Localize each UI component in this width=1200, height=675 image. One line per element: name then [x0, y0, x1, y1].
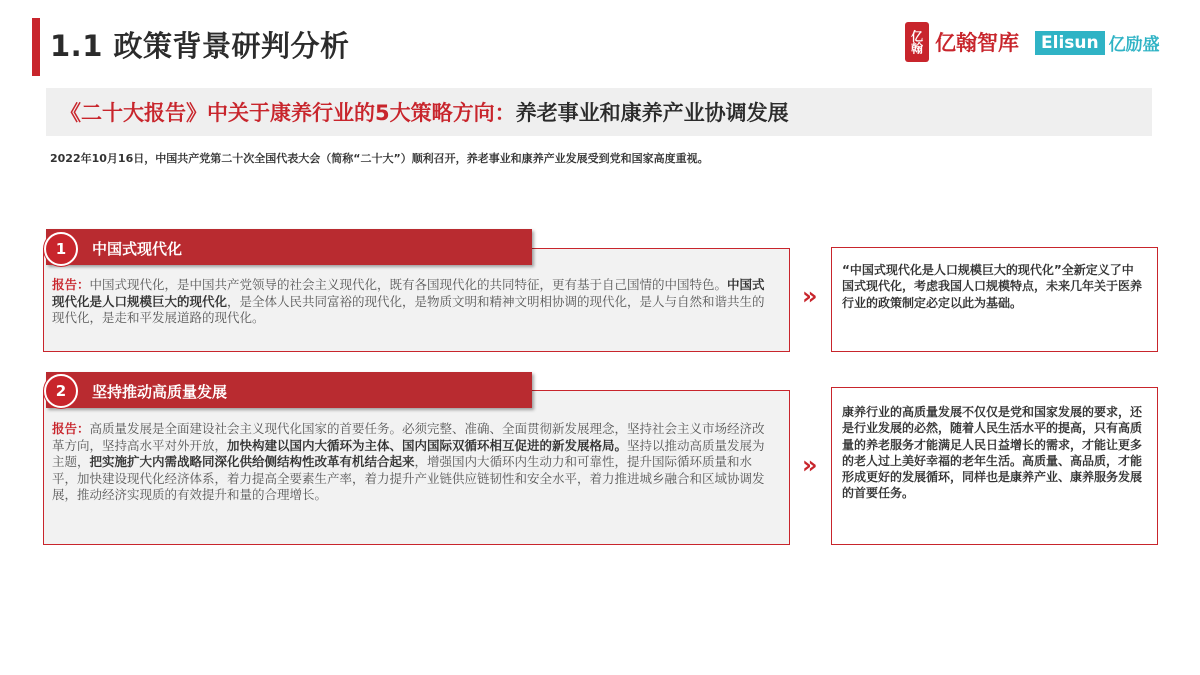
yihan-logo [905, 22, 1019, 62]
double-chevron-right-icon: » [802, 451, 818, 479]
section-2-number-badge: 2 [44, 374, 78, 408]
section-heading-red: 《二十大报告》中关于康养行业的5大策略方向： [60, 101, 516, 125]
section-2-body [52, 421, 777, 504]
section-1-title: 中国式现代化 [92, 240, 183, 258]
section-heading-dark: 养老事业和康养产业协调发展 [515, 101, 789, 125]
section-1-tag [46, 229, 532, 265]
section-2-text-1: 高质量发展是全面建设社会主义现代化国家的首要任务。必须完整、准确、全面贯彻新发展理念，坚持社会主义市场经济改革方向，坚持高水平对外开放， [52, 421, 765, 453]
section-2-bold-1: 加快构建以国内大循环为主体、国内国际双循环相互促进的新发展格局。 [227, 437, 628, 453]
elisun-logo [1035, 30, 1160, 55]
section-2-tag [46, 372, 532, 408]
page-title: 1.1 政策背景研判分析 [50, 29, 350, 63]
elisun-logo-box: Elisun [1035, 31, 1105, 55]
double-chevron-right-icon: » [802, 282, 818, 310]
section-1-note-text: “中国式现代化是人口规模巨大的现代化”全新定义了中国式现代化，考虑我国人口规模特点，未来几年关于医养行业的政策制定必定以此为基础。 [842, 263, 1143, 310]
section-1-text-2: ，是全体人民共同富裕的现代化，是物质文明和精神文明相协调的现代化，是人与自然和谐共生的现代化，是走和平发展道路的现代化。 [52, 293, 765, 326]
section-1-bold-1: 中国式现代化是人口规模巨大的现代化 [52, 277, 765, 309]
section-2-text-3: ，增强国内大循环内生动力和可靠性，提升国际循环质量和水平，加快建设现代化经济体系，着力提高全要素生产率，着力提升产业链供应链韧性和安全水平，着力推进城乡融合和区域协调发展，推动经济实现质的有效提升和量的合理增长。 [52, 454, 765, 503]
elisun-logo-text: 亿励盛 [1108, 35, 1160, 55]
section-2-bold-2: 把实施扩大内需战略同深化供给侧结构性改革有机结合起来 [89, 454, 415, 470]
section-2-note-text: 康养行业的高质量发展不仅仅是党和国家发展的要求，还是行业发展的必然，随着人民生活水平的提高，只有高质量的养老服务才能满足人民日益增长的需求，才能让更多的老人过上美好幸福的老年生活。高质量、高品质，才能形成更好的发展循环，同样也是康养产业、康养服务发展的首要任务。 [842, 405, 1143, 501]
section-1-text-1: 中国式现代化，是中国共产党领导的社会主义现代化，既有各国现代化的共同特征，更有基于自己国情的中国特色。 [89, 277, 728, 292]
section-1-note [831, 247, 1158, 352]
intro-text: 2022年10月16日，中国共产党第二十次全国代表大会（简称“二十大”）顺利召开，养老事业和康养产业发展受到党和国家高度重视。 [50, 152, 709, 165]
section-2-card [43, 390, 790, 545]
section-2-text-2: 坚持以推动高质量发展为主题， [52, 437, 765, 470]
title-accent-bar [32, 18, 40, 76]
yihan-logo-mark: 亿翰 [905, 22, 929, 62]
section-1-number-badge: 1 [44, 232, 78, 266]
section-2-note [831, 387, 1158, 545]
section-1-label: 报告： [52, 277, 90, 292]
section-1-body [52, 277, 777, 327]
yihan-logo-text: 亿翰智库 [935, 31, 1019, 55]
section-heading [46, 88, 1152, 136]
section-2-label: 报告： [52, 421, 90, 436]
section-2-title: 坚持推动高质量发展 [92, 383, 228, 401]
